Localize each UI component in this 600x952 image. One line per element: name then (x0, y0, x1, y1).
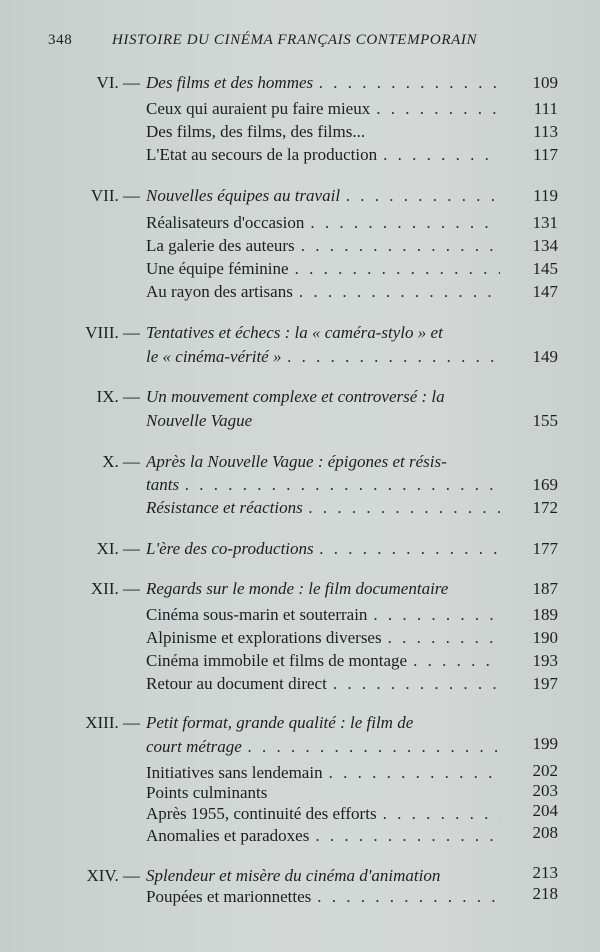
chapter-xiv-page: 213 (532, 863, 558, 882)
chapter-xiv-roman: XIV. — (86, 866, 140, 885)
toc-entry-page: 131 (532, 213, 558, 232)
toc-entry-page: 147 (532, 282, 558, 301)
chapter-vii-page: 119 (533, 186, 558, 205)
chapter-vi-roman: VI. — (96, 73, 140, 92)
toc-entry[interactable]: Au rayon des artisans . . . (146, 281, 502, 303)
toc-entry-page: 218 (532, 884, 558, 903)
chapter-x-page: 169 (532, 475, 558, 494)
toc-entry[interactable]: Cinéma sous-marin et souterrain . . . (146, 604, 502, 626)
toc-entry[interactable]: Résistance et réactions . . . (146, 497, 502, 519)
toc-entry[interactable]: L'Etat au secours de la production . . . (146, 144, 502, 166)
toc-entry[interactable]: Alpinisme et explorations diverses . . . (146, 627, 502, 649)
toc-entry[interactable]: Poupées et marionnettes . . . (146, 886, 502, 908)
chapter-vii-roman: VII. — (90, 186, 140, 205)
toc-entry-page: 208 (532, 823, 558, 842)
chapter-xi-title[interactable]: L'ère des co-productions . . . (146, 538, 502, 560)
chapter-viii-page: 149 (532, 347, 558, 366)
toc-entry[interactable]: Initiatives sans lendemain . . . (146, 762, 502, 784)
toc-entry[interactable]: Ceux qui auraient pu faire mieux . . . (146, 98, 502, 120)
toc-entry[interactable]: Des films, des films, des films... (146, 122, 366, 141)
page-number: 348 (48, 32, 73, 48)
toc-entry-page: 111 (533, 99, 558, 118)
toc-entry-page: 117 (533, 145, 558, 164)
chapter-xii-title[interactable]: Regards sur le monde : le film documentaire (146, 579, 449, 598)
toc-entry[interactable]: Points culminants (146, 783, 268, 802)
toc-entry-page: 202 (532, 761, 558, 780)
toc-entry[interactable]: Une équipe féminine . . . (146, 258, 502, 280)
toc-entry-page: 197 (532, 674, 558, 693)
chapter-vi-page: 109 (532, 73, 558, 92)
chapter-xii-roman: XII. — (90, 579, 140, 598)
chapter-ix-roman: IX. — (96, 387, 140, 406)
toc-entry-page: 113 (533, 122, 558, 141)
toc-entry-page: 172 (532, 498, 558, 517)
toc-entry[interactable]: Retour au document direct . . . (146, 673, 502, 695)
running-title: HISTOIRE DU CINÉMA FRANÇAIS CONTEMPORAIN (112, 32, 478, 48)
chapter-xiii-roman: XIII. — (85, 713, 140, 732)
page-header (48, 32, 568, 54)
toc-entry-page: 203 (532, 781, 558, 800)
toc-entry-page: 190 (532, 628, 558, 647)
toc-entry[interactable]: Anomalies et paradoxes . . . (146, 825, 502, 847)
toc-entry-page: 134 (532, 236, 558, 255)
toc-entry-page: 145 (532, 259, 558, 278)
toc-entry-page: 204 (532, 801, 558, 820)
chapter-xiii-title-line1[interactable]: Petit format, grande qualité : le film de (146, 713, 414, 732)
chapter-viii-title-line2[interactable]: le « cinéma-vérité » . . . (146, 346, 502, 368)
toc-entry-page: 193 (532, 651, 558, 670)
chapter-vi-title[interactable]: Des films et des hommes . . . (146, 72, 502, 94)
chapter-xiii-title-line2[interactable]: court métrage . . . (146, 736, 502, 758)
chapter-ix-title-line2[interactable]: Nouvelle Vague (146, 411, 253, 430)
toc-entry[interactable]: La galerie des auteurs . . . (146, 235, 502, 257)
chapter-ix-title-line1[interactable]: Un mouvement complexe et controversé : la (146, 387, 445, 406)
chapter-xiv-title[interactable]: Splendeur et misère du cinéma d'animation (146, 866, 441, 885)
toc-entry[interactable]: Cinéma immobile et films de montage . . . (146, 650, 502, 672)
chapter-viii-title-line1[interactable]: Tentatives et échecs : la « caméra-stylo » et (146, 323, 443, 342)
chapter-x-roman: X. — (102, 452, 140, 471)
chapter-viii-roman: VIII. — (85, 323, 140, 342)
chapter-ix-page: 155 (532, 411, 558, 430)
toc-entry-page: 189 (532, 605, 558, 624)
chapter-xi-roman: XI. — (96, 539, 140, 558)
chapter-xii-page: 187 (532, 579, 558, 598)
toc-entry[interactable]: Après 1955, continuité des efforts . . . (146, 803, 502, 825)
chapter-vii-title[interactable]: Nouvelles équipes au travail . . . (146, 185, 502, 207)
chapter-x-title-line1[interactable]: Après la Nouvelle Vague : épigones et résis- (146, 452, 447, 471)
chapter-xi-page: 177 (532, 539, 558, 558)
chapter-xiii-page: 199 (532, 734, 558, 753)
chapter-x-title-line2[interactable]: tants . . . (146, 474, 502, 496)
toc-entry[interactable]: Réalisateurs d'occasion . . . (146, 212, 502, 234)
